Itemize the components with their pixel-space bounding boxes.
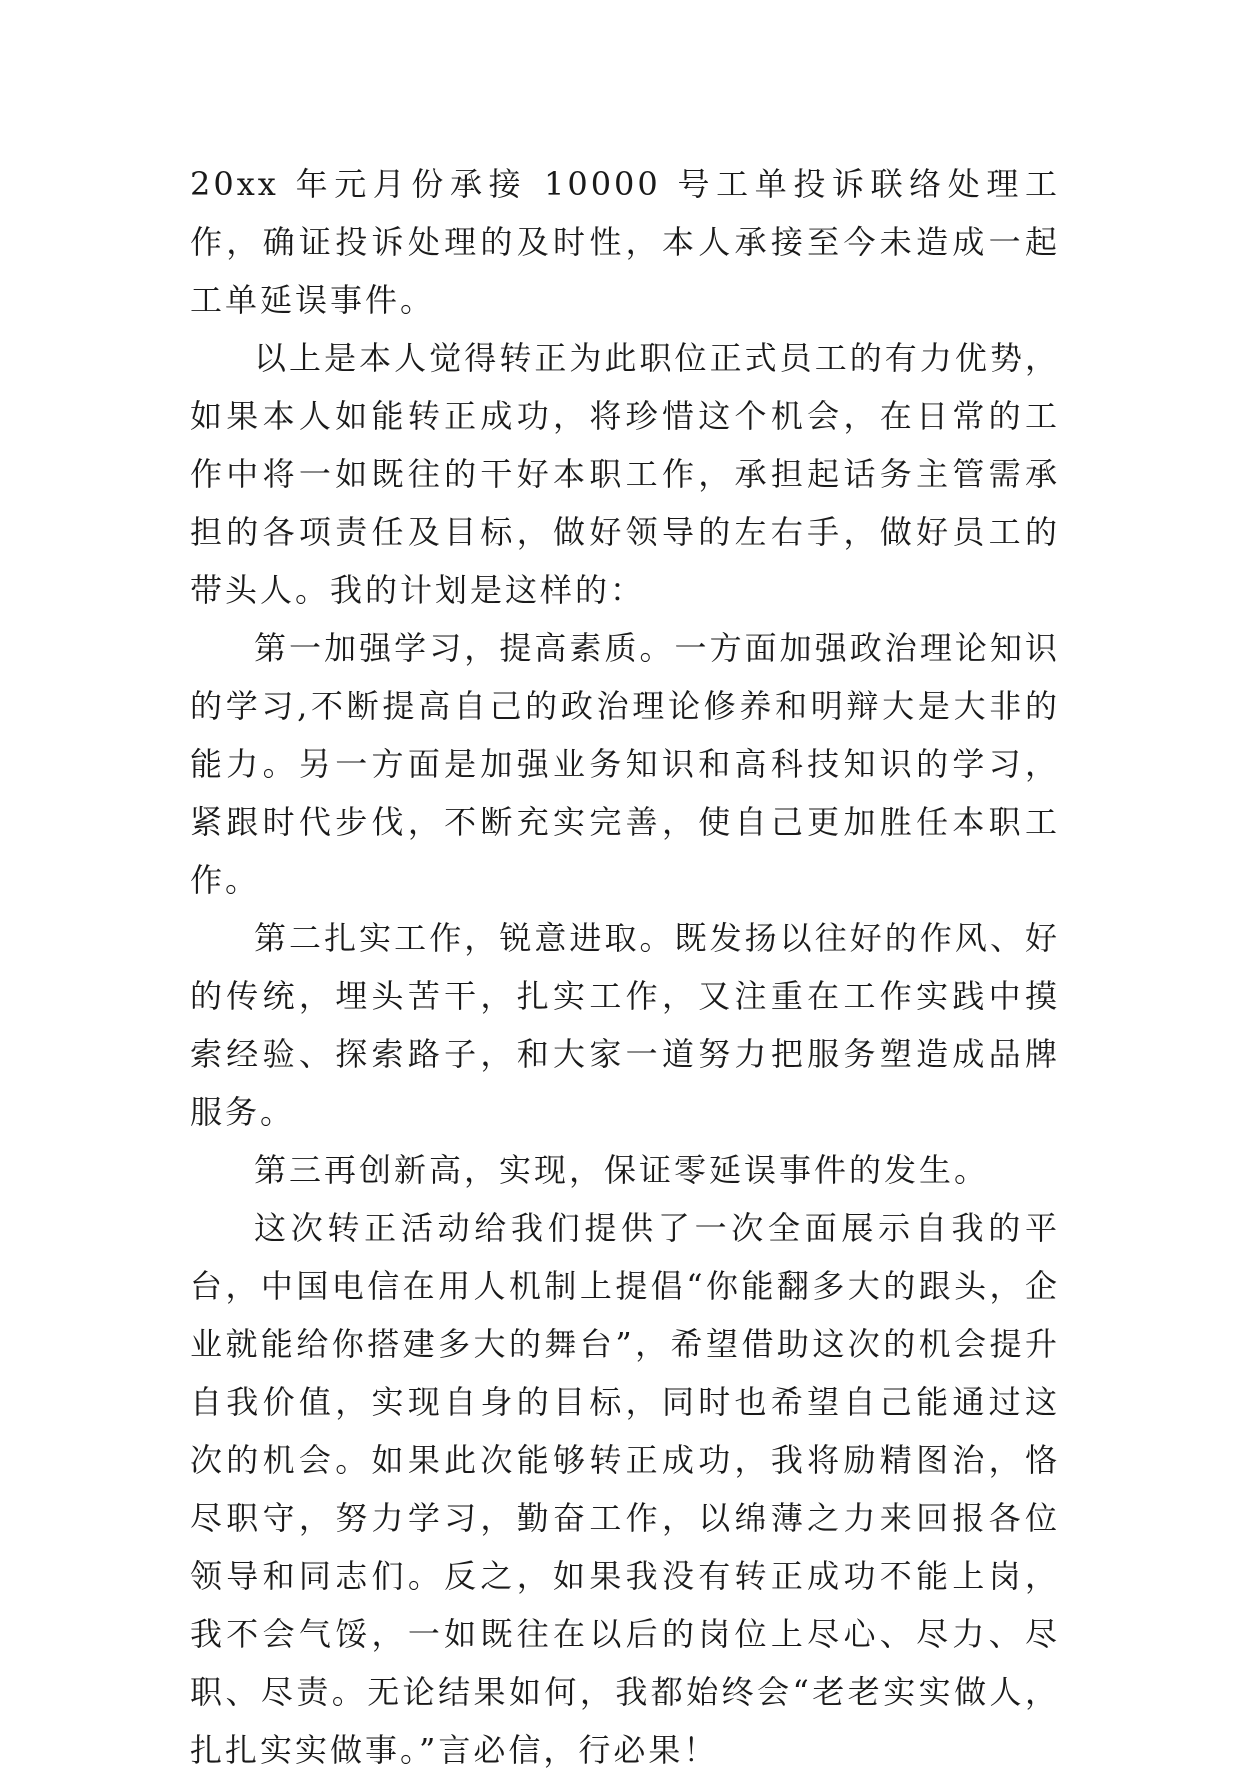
paragraph-2: 以上是本人觉得转正为此职位正式员工的有力优势，如果本人如能转正成功，将珍惜这个机会，在日常的工作中将一如既往的干好本职工作，承担起话务主管需承担的各项责任及目标，做好领导的左右手，做好员工的带头人。我的计划是这样的： bbox=[190, 339, 1060, 609]
paragraph-6: 这次转正活动给我们提供了一次全面展示自我的平台，中国电信在用人机制上提倡“你能翻多大的跟头，企业就能给你搭建多大的舞台”，希望借助这次的机会提升自我价值，实现自身的目标，同时也希望自己能通过这次的机会。如果此次能够转正成功，我将励精图治，恪尽职守，努力学习，勤奋工作，以绵薄之力来回报各位领导和同志们。反之，如果我没有转正成功不能上岗，我不会气馁，一如既往在以后的岗位上尽心、尽力、尽职、尽责。无论结果如何，我都始终会“老老实实做人，扎扎实实做事。”言必信，行必果！ bbox=[190, 1209, 1060, 1769]
paragraph-5: 第三再创新高，实现，保证零延误事件的发生。 bbox=[254, 1151, 990, 1189]
document-body bbox=[190, 155, 1060, 1779]
paragraph-4: 第二扎实工作，锐意进取。既发扬以往好的作风、好的传统，埋头苦干，扎实工作，又注重在工作实践中摸索经验、探索路子，和大家一道努力把服务塑造成品牌服务。 bbox=[190, 919, 1060, 1131]
paragraph-1: 20xx 年元月份承接 10000 号工单投诉联络处理工作，确证投诉处理的及时性，本人承接至今未造成一起工单延误事件。 bbox=[190, 165, 1060, 319]
paragraph-3: 第一加强学习，提高素质。一方面加强政治理论知识的学习,不断提高自己的政治理论修养和明辩大是大非的能力。另一方面是加强业务知识和高科技知识的学习，紧跟时代步伐，不断充实完善，使自己更加胜任本职工作。 bbox=[190, 629, 1060, 899]
